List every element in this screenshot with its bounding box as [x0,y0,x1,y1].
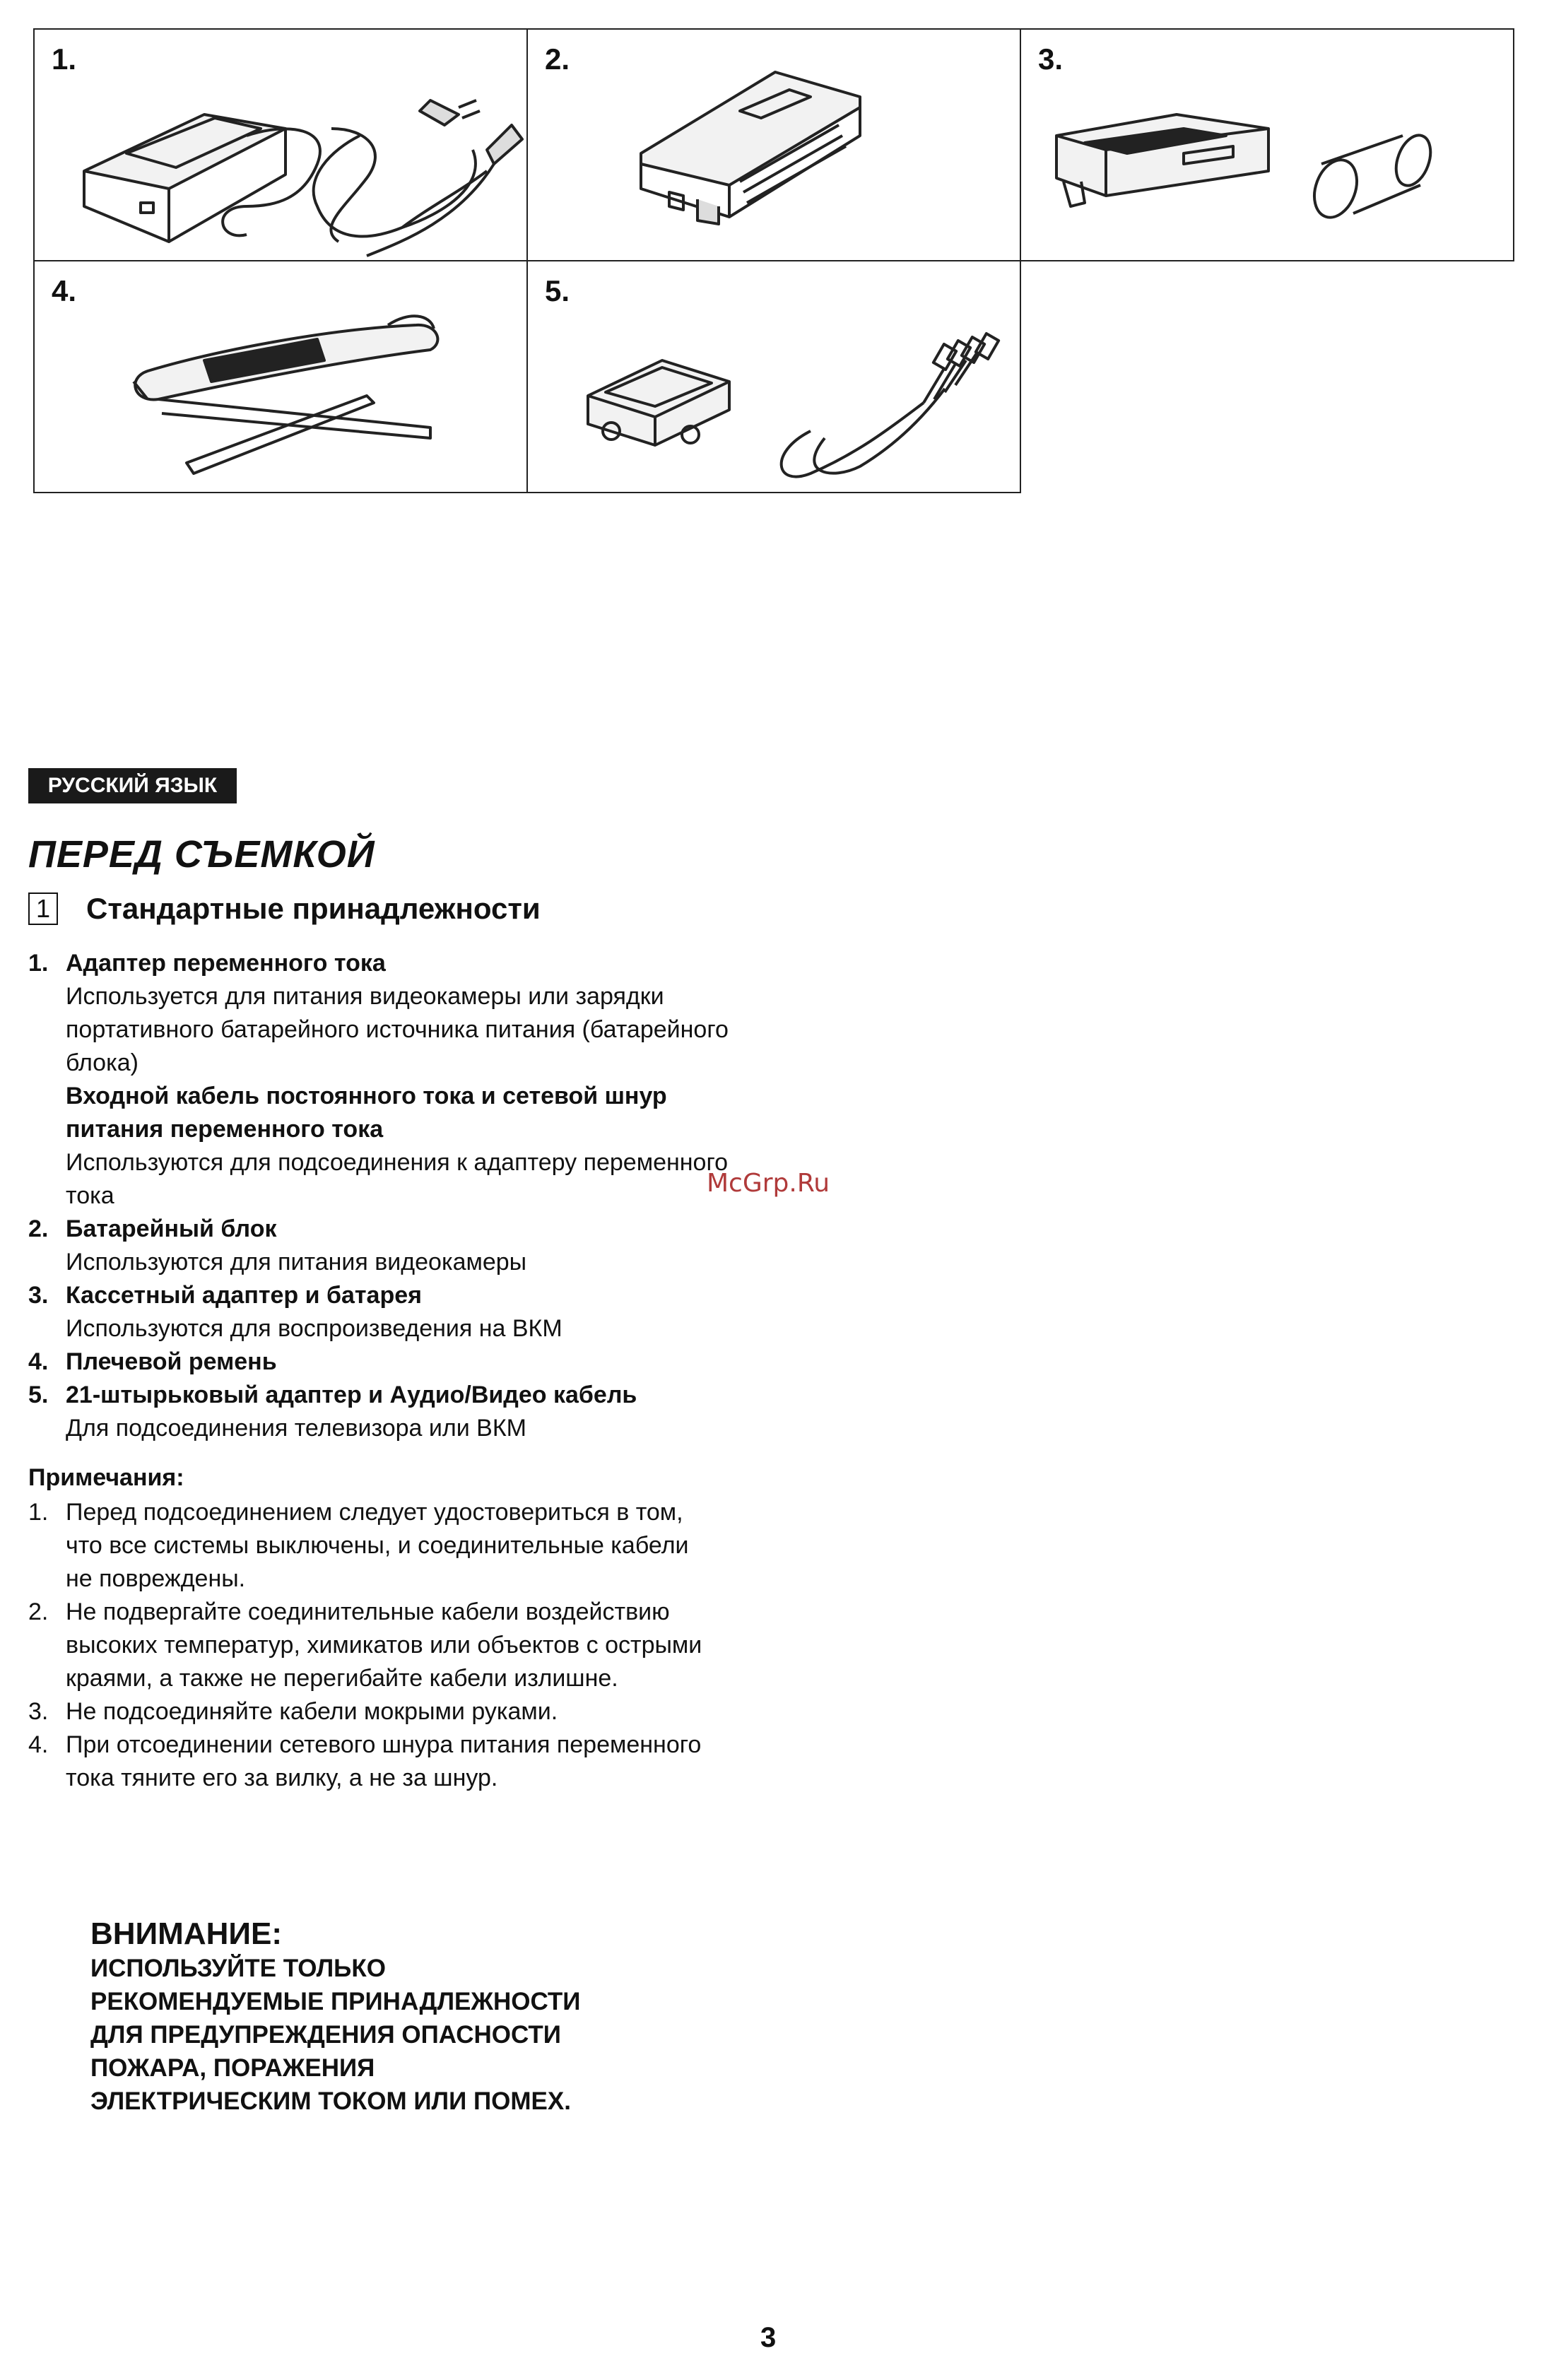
note-number: 4. [28,1731,49,1758]
note-text: Не подсоединяйте кабели мокрыми руками. [66,1698,558,1725]
note-number: 1. [28,1499,49,1526]
list-item-number: 5. [28,1382,49,1408]
battery-pack-illustration [528,30,1023,263]
list-item-description: Используются для воспроизведения на ВКМ [66,1315,563,1342]
list-item-description: Используются для питания видеокамеры [66,1249,527,1276]
shoulder-strap-illustration [35,261,529,495]
note-text: Перед подсоединением следует удостовериться в том, что все системы выключены, и соединительные кабели не повреждены. [66,1499,689,1592]
note-number: 2. [28,1598,49,1625]
figure-cell-battery-pack [526,28,1021,261]
page-heading: ПЕРЕД СЪЕМКОЙ [28,833,375,876]
figure-cell-av-adaptor [526,260,1021,493]
list-item-title: Кассетный адаптер и батарея [66,1282,422,1309]
list-item-description: Используются для подсоединения к адаптеру переменного тока [66,1149,729,1209]
list-item [28,1279,735,1345]
ac-adaptor-illustration [35,30,529,263]
figure-cell-number: 3. [1038,42,1064,76]
list-item-number: 1. [28,950,49,977]
accessories-list [28,947,735,1445]
figure-cell-ac-adaptor [33,28,528,261]
note-number: 3. [28,1698,49,1725]
notes-title: Примечания: [28,1464,184,1491]
note-item [28,1695,707,1728]
list-item-title: 21-штырьковый адаптер и Аудио/Видео кабель [66,1382,637,1408]
list-item-title: Входной кабель постоянного тока и сетевой шнур питания переменного тока [66,1083,667,1143]
list-item-description: Используется для питания видеокамеры или зарядки портативного батарейного источника питания (батарейного блока) [66,983,729,1076]
page-number: 3 [760,2322,777,2353]
note-item [28,1496,707,1596]
figure-cell-number: 2. [545,42,570,76]
watermark: McGrp.Ru [707,1169,830,1198]
figure-cell-number: 4. [52,274,77,307]
figure-cell-shoulder-strap [33,260,528,493]
list-item-title: Батарейный блок [66,1215,277,1242]
list-item-title: Адаптер переменного тока [66,950,386,977]
section-title-text: Стандартные принадлежности [86,892,541,925]
list-item [28,1379,735,1445]
list-item-number: 4. [28,1348,49,1375]
warning-text: ИСПОЛЬЗУЙТЕ ТОЛЬКО РЕКОМЕНДУЕМЫЕ ПРИНАДЛЕЖНОСТИ ДЛЯ ПРЕДУПРЕЖДЕНИЯ ОПАСНОСТИ ПОЖАРА, ПОРАЖЕНИЯ ЭЛЕКТРИЧЕСКИМ ТОКОМ ИЛИ ПОМЕХ. [90,1955,581,2115]
list-item-number: 3. [28,1282,49,1309]
section-title [28,892,541,926]
note-item [28,1728,707,1795]
notes-list [28,1496,707,1795]
note-text: При отсоединении сетевого шнура питания переменного тока тяните его за вилку, а не за шнур. [66,1731,702,1791]
note-text: Не подвергайте соединительные кабели воздействию высоких температур, химикатов или объектов с острыми краями, а также не перегибайте кабели излишне. [66,1598,702,1692]
warning-title: ВНИМАНИЕ: [90,1916,283,1951]
language-badge: РУССКИЙ ЯЗЫК [28,768,237,803]
section-number-box: 1 [28,892,58,925]
list-item-description: Для подсоединения телевизора или ВКМ [66,1415,526,1442]
note-item [28,1596,707,1695]
figure-cell-number: 1. [52,42,77,76]
list-item [28,1345,735,1379]
figure-cell-cassette-adaptor [1020,28,1514,261]
cassette-adaptor-illustration [1021,30,1516,263]
list-item [28,1213,735,1279]
figure-cell-number: 5. [545,274,570,307]
list-item-title: Плечевой ремень [66,1348,277,1375]
warning-block [90,1916,726,2118]
list-item-number: 2. [28,1215,49,1242]
list-item [28,947,735,1213]
av-adaptor-illustration [528,261,1023,495]
